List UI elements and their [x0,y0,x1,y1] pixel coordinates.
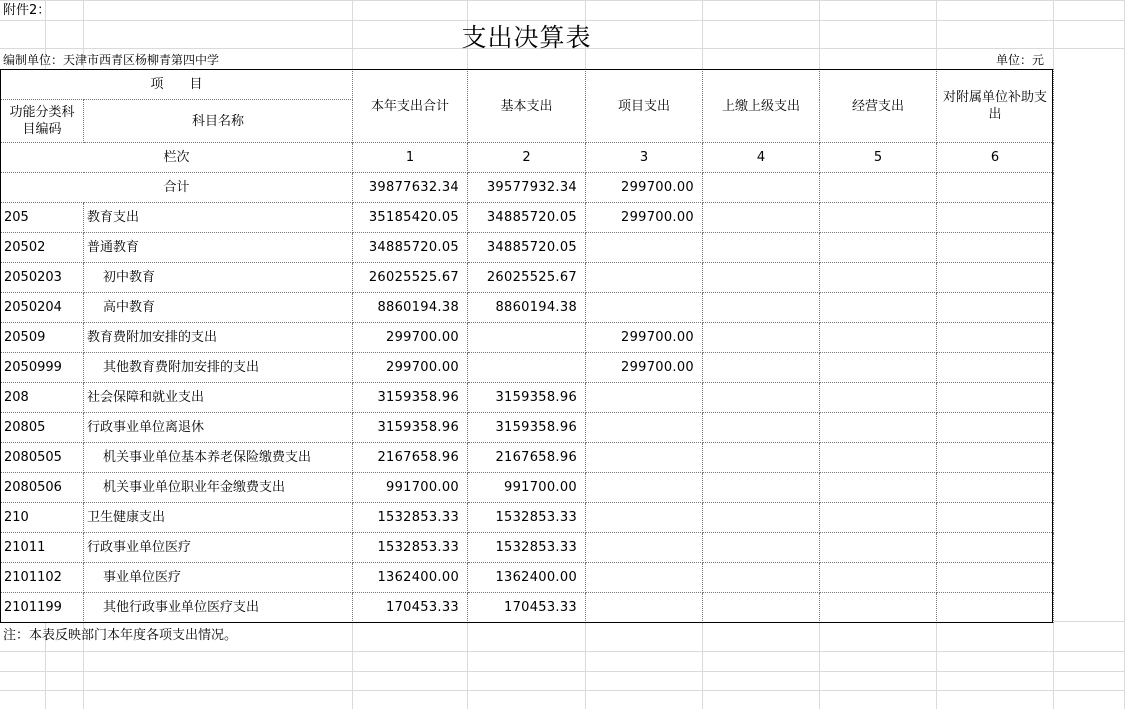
row-value[interactable] [468,353,586,383]
row-value[interactable]: 1532853.33 [468,503,586,533]
total-value[interactable] [820,173,937,203]
table-row [1,593,1054,623]
row-value[interactable]: 299700.00 [586,203,703,233]
row-value[interactable] [586,593,703,623]
row-value[interactable] [703,473,820,503]
row-code[interactable]: 2101199 [1,593,84,623]
table-row [1,563,1054,593]
row-code[interactable]: 2101102 [1,563,84,593]
row-value[interactable] [937,233,1054,263]
row-value[interactable] [820,203,937,233]
lanci-6[interactable]: 6 [937,143,1054,173]
row-value[interactable] [937,293,1054,323]
lanci-5[interactable]: 5 [820,143,937,173]
row-value[interactable]: 1532853.33 [353,503,468,533]
row-value[interactable] [586,503,703,533]
row-value[interactable] [937,353,1054,383]
row-code[interactable]: 2050204 [1,293,84,323]
row-code[interactable]: 20805 [1,413,84,443]
row-code[interactable]: 2080505 [1,443,84,473]
row-name[interactable]: 行政事业单位医疗 [84,533,353,563]
row-value[interactable]: 1532853.33 [353,533,468,563]
row-code[interactable]: 205 [1,203,84,233]
lanci-2[interactable]: 2 [468,143,586,173]
row-value[interactable] [586,443,703,473]
table-row [1,503,1054,533]
row-value[interactable] [468,323,586,353]
grid-line [0,20,1125,21]
total-value[interactable]: 39577932.34 [468,173,586,203]
row-code[interactable]: 2080506 [1,473,84,503]
row-value[interactable]: 34885720.05 [468,233,586,263]
org-unit-label: 编制单位：天津市西青区杨柳青第四中学 [3,53,220,67]
row-value[interactable] [937,263,1054,293]
row-value[interactable]: 8860194.38 [468,293,586,323]
table-row [1,353,1054,383]
row-value[interactable] [703,203,820,233]
row-name[interactable]: 初中教育 [84,263,353,293]
row-value[interactable] [820,533,937,563]
total-value[interactable]: 39877632.34 [353,173,468,203]
grid-line [0,0,1125,1]
row-value[interactable]: 3159358.96 [353,413,468,443]
row-value[interactable] [703,263,820,293]
row-value[interactable] [703,353,820,383]
row-value[interactable] [820,233,937,263]
row-value[interactable]: 299700.00 [353,353,468,383]
row-value[interactable] [586,263,703,293]
row-name[interactable]: 机关事业单位基本养老保险缴费支出 [84,443,353,473]
table-row [1,323,1054,353]
row-name[interactable]: 卫生健康支出 [84,503,353,533]
row-value[interactable] [820,263,937,293]
row-value[interactable]: 1532853.33 [468,533,586,563]
row-value[interactable] [937,323,1054,353]
row-name[interactable]: 事业单位医疗 [84,563,353,593]
row-value[interactable] [937,383,1054,413]
row-value[interactable] [937,533,1054,563]
row-name[interactable]: 高中教育 [84,293,353,323]
row-value[interactable] [820,323,937,353]
table-row [1,263,1054,293]
row-code[interactable]: 20502 [1,233,84,263]
row-value[interactable] [820,593,937,623]
table-row [1,233,1054,263]
row-value[interactable] [703,383,820,413]
row-code[interactable]: 20509 [1,323,84,353]
row-value[interactable]: 2167658.96 [468,443,586,473]
attachment-label: 附件2： [3,3,51,18]
row-value[interactable]: 1362400.00 [353,563,468,593]
row-value[interactable] [586,413,703,443]
row-value[interactable] [703,593,820,623]
lanci-3[interactable]: 3 [586,143,703,173]
row-value[interactable] [586,383,703,413]
table-row [1,203,1054,233]
row-value[interactable] [937,563,1054,593]
row-code[interactable]: 21011 [1,533,84,563]
row-value[interactable] [586,293,703,323]
row-value[interactable] [820,353,937,383]
page-title: 支出决算表 [461,23,592,52]
row-value[interactable]: 1362400.00 [468,563,586,593]
header-name[interactable]: 科目名称 [84,100,353,143]
row-value[interactable] [703,503,820,533]
total-label[interactable]: 合计 [1,173,353,203]
header-code[interactable]: 功能分类科目编码 [1,100,84,143]
row-value[interactable]: 26025525.67 [468,263,586,293]
row-value[interactable] [703,443,820,473]
row-name[interactable]: 教育费附加安排的支出 [84,323,353,353]
header-col-1[interactable]: 本年支出合计 [353,70,468,143]
row-value[interactable] [703,533,820,563]
row-value[interactable] [703,233,820,263]
row-value[interactable] [937,413,1054,443]
row-value[interactable] [703,323,820,353]
row-code[interactable]: 208 [1,383,84,413]
row-value[interactable]: 991700.00 [353,473,468,503]
header-col-6[interactable]: 对附属单位补助支出 [937,70,1054,143]
header-project-group[interactable]: 项 目 [1,70,353,100]
row-value[interactable] [820,503,937,533]
total-value[interactable] [703,173,820,203]
row-value[interactable]: 2167658.96 [353,443,468,473]
row-value[interactable] [937,503,1054,533]
header-col-2[interactable]: 基本支出 [468,70,586,143]
row-value[interactable] [703,563,820,593]
row-name[interactable]: 行政事业单位离退休 [84,413,353,443]
header-col-3[interactable]: 项目支出 [586,70,703,143]
lanci-1[interactable]: 1 [353,143,468,173]
row-value[interactable] [820,413,937,443]
row-value[interactable] [586,473,703,503]
row-value[interactable] [820,443,937,473]
table-row [1,293,1054,323]
lanci-label[interactable]: 栏次 [1,143,353,173]
row-value[interactable] [586,233,703,263]
row-name[interactable]: 普通教育 [84,233,353,263]
row-value[interactable] [937,593,1054,623]
row-value[interactable]: 299700.00 [586,323,703,353]
table-row [1,533,1054,563]
total-value[interactable] [937,173,1054,203]
header-col-5[interactable]: 经营支出 [820,70,937,143]
lanci-4[interactable]: 4 [703,143,820,173]
row-value[interactable]: 26025525.67 [353,263,468,293]
row-value[interactable] [820,563,937,593]
row-value[interactable] [586,563,703,593]
row-value[interactable]: 3159358.96 [353,383,468,413]
row-value[interactable] [586,533,703,563]
grid-line [0,671,1125,672]
total-value[interactable]: 299700.00 [586,173,703,203]
grid-line [0,690,1125,691]
row-value[interactable]: 34885720.05 [353,233,468,263]
row-value[interactable] [937,473,1054,503]
footnote: 注：本表反映部门本年度各项支出情况。 [3,628,238,643]
row-value[interactable] [820,383,937,413]
table-row [1,443,1054,473]
row-name[interactable]: 其他教育费附加安排的支出 [84,353,353,383]
row-value[interactable]: 3159358.96 [468,413,586,443]
row-code[interactable]: 2050203 [1,263,84,293]
row-value[interactable] [820,473,937,503]
row-code[interactable]: 2050999 [1,353,84,383]
row-value[interactable] [703,413,820,443]
grid-line [0,651,1125,652]
row-value[interactable]: 35185420.05 [353,203,468,233]
table-row [1,413,1054,443]
table-row [1,383,1054,413]
row-code[interactable]: 210 [1,503,84,533]
row-name[interactable]: 教育支出 [84,203,353,233]
row-value[interactable]: 299700.00 [586,353,703,383]
money-unit-label: 单位：元 [996,53,1045,67]
row-value[interactable] [820,293,937,323]
table-row [1,473,1054,503]
header-col-4[interactable]: 上缴上级支出 [703,70,820,143]
row-value[interactable]: 299700.00 [353,323,468,353]
row-name[interactable]: 其他行政事业单位医疗支出 [84,593,353,623]
row-value[interactable] [937,443,1054,473]
row-value[interactable]: 3159358.96 [468,383,586,413]
row-value[interactable]: 34885720.05 [468,203,586,233]
row-value[interactable]: 991700.00 [468,473,586,503]
row-name[interactable]: 社会保障和就业支出 [84,383,353,413]
row-name[interactable]: 机关事业单位职业年金缴费支出 [84,473,353,503]
row-value[interactable] [937,203,1054,233]
row-value[interactable]: 170453.33 [468,593,586,623]
row-value[interactable]: 8860194.38 [353,293,468,323]
expenditure-table [0,69,1054,623]
row-value[interactable]: 170453.33 [353,593,468,623]
row-value[interactable] [703,293,820,323]
